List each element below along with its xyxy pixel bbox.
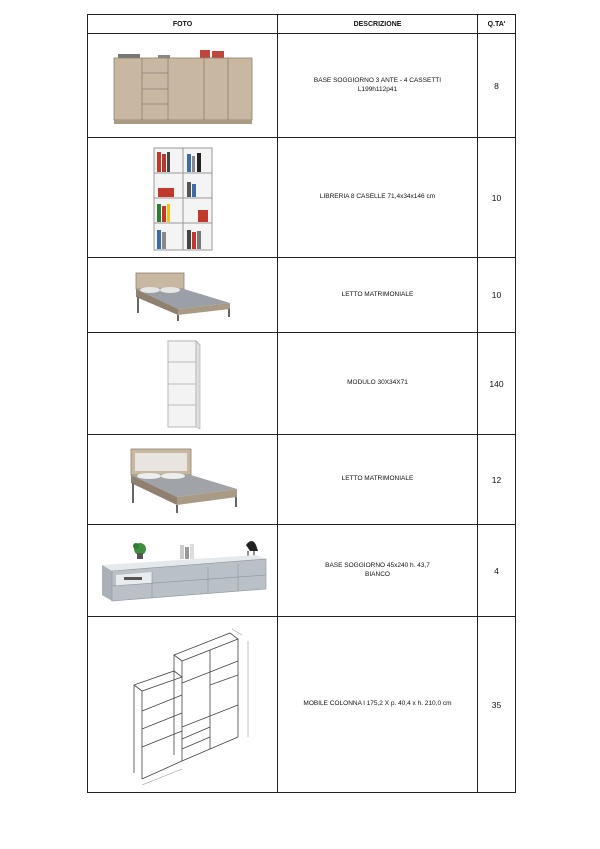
- quantity-cell: 35: [478, 617, 516, 793]
- photo-cell: [88, 333, 278, 435]
- header-row: [88, 15, 516, 34]
- quantity-cell: 12: [478, 435, 516, 525]
- shelf-module-photo: [158, 337, 208, 431]
- double-bed-photo: [121, 443, 245, 517]
- description-cell: LETTO MATRIMONIALE: [278, 435, 478, 525]
- header-description: DESCRIZIONE: [278, 15, 478, 34]
- table-row: [88, 34, 516, 138]
- description-cell: MOBILE COLONNA l 175,2 X p. 40,4 x h. 210,0 cm: [278, 617, 478, 793]
- photo-cell: [88, 435, 278, 525]
- description-cell: BASE SOGGIORNO 45x240 h. 43,7 BIANCO: [278, 525, 478, 617]
- bookcase-photo: [148, 144, 218, 252]
- header-photo: FOTO: [88, 15, 278, 34]
- photo-cell: [88, 138, 278, 258]
- sideboard-photo: [108, 44, 258, 128]
- quantity-cell: 10: [478, 258, 516, 333]
- photo-cell: [88, 258, 278, 333]
- photo-cell: [88, 617, 278, 793]
- quantity-cell: 10: [478, 138, 516, 258]
- tv-base-photo: [96, 531, 270, 611]
- table-row: [88, 435, 516, 525]
- inventory-table: [87, 14, 516, 793]
- description-cell: MODULO 30X34X71: [278, 333, 478, 435]
- quantity-cell: 4: [478, 525, 516, 617]
- photo-cell: [88, 34, 278, 138]
- table-row: [88, 258, 516, 333]
- description-cell: LIBRERIA 8 CASELLE 71,4x34x146 cm: [278, 138, 478, 258]
- table-row: [88, 617, 516, 793]
- table-row: [88, 138, 516, 258]
- table-row: [88, 525, 516, 617]
- photo-cell: [88, 525, 278, 617]
- quantity-cell: 8: [478, 34, 516, 138]
- quantity-cell: 140: [478, 333, 516, 435]
- description-cell: BASE SOGGIORNO 3 ANTE - 4 CASSETTI L199h112p41: [278, 34, 478, 138]
- table-row: [88, 333, 516, 435]
- description-cell: LETTO MATRIMONIALE: [278, 258, 478, 333]
- header-quantity: Q.TA': [478, 15, 516, 34]
- wardrobe-drawing-photo: [98, 625, 268, 785]
- double-bed-photo: [128, 265, 238, 325]
